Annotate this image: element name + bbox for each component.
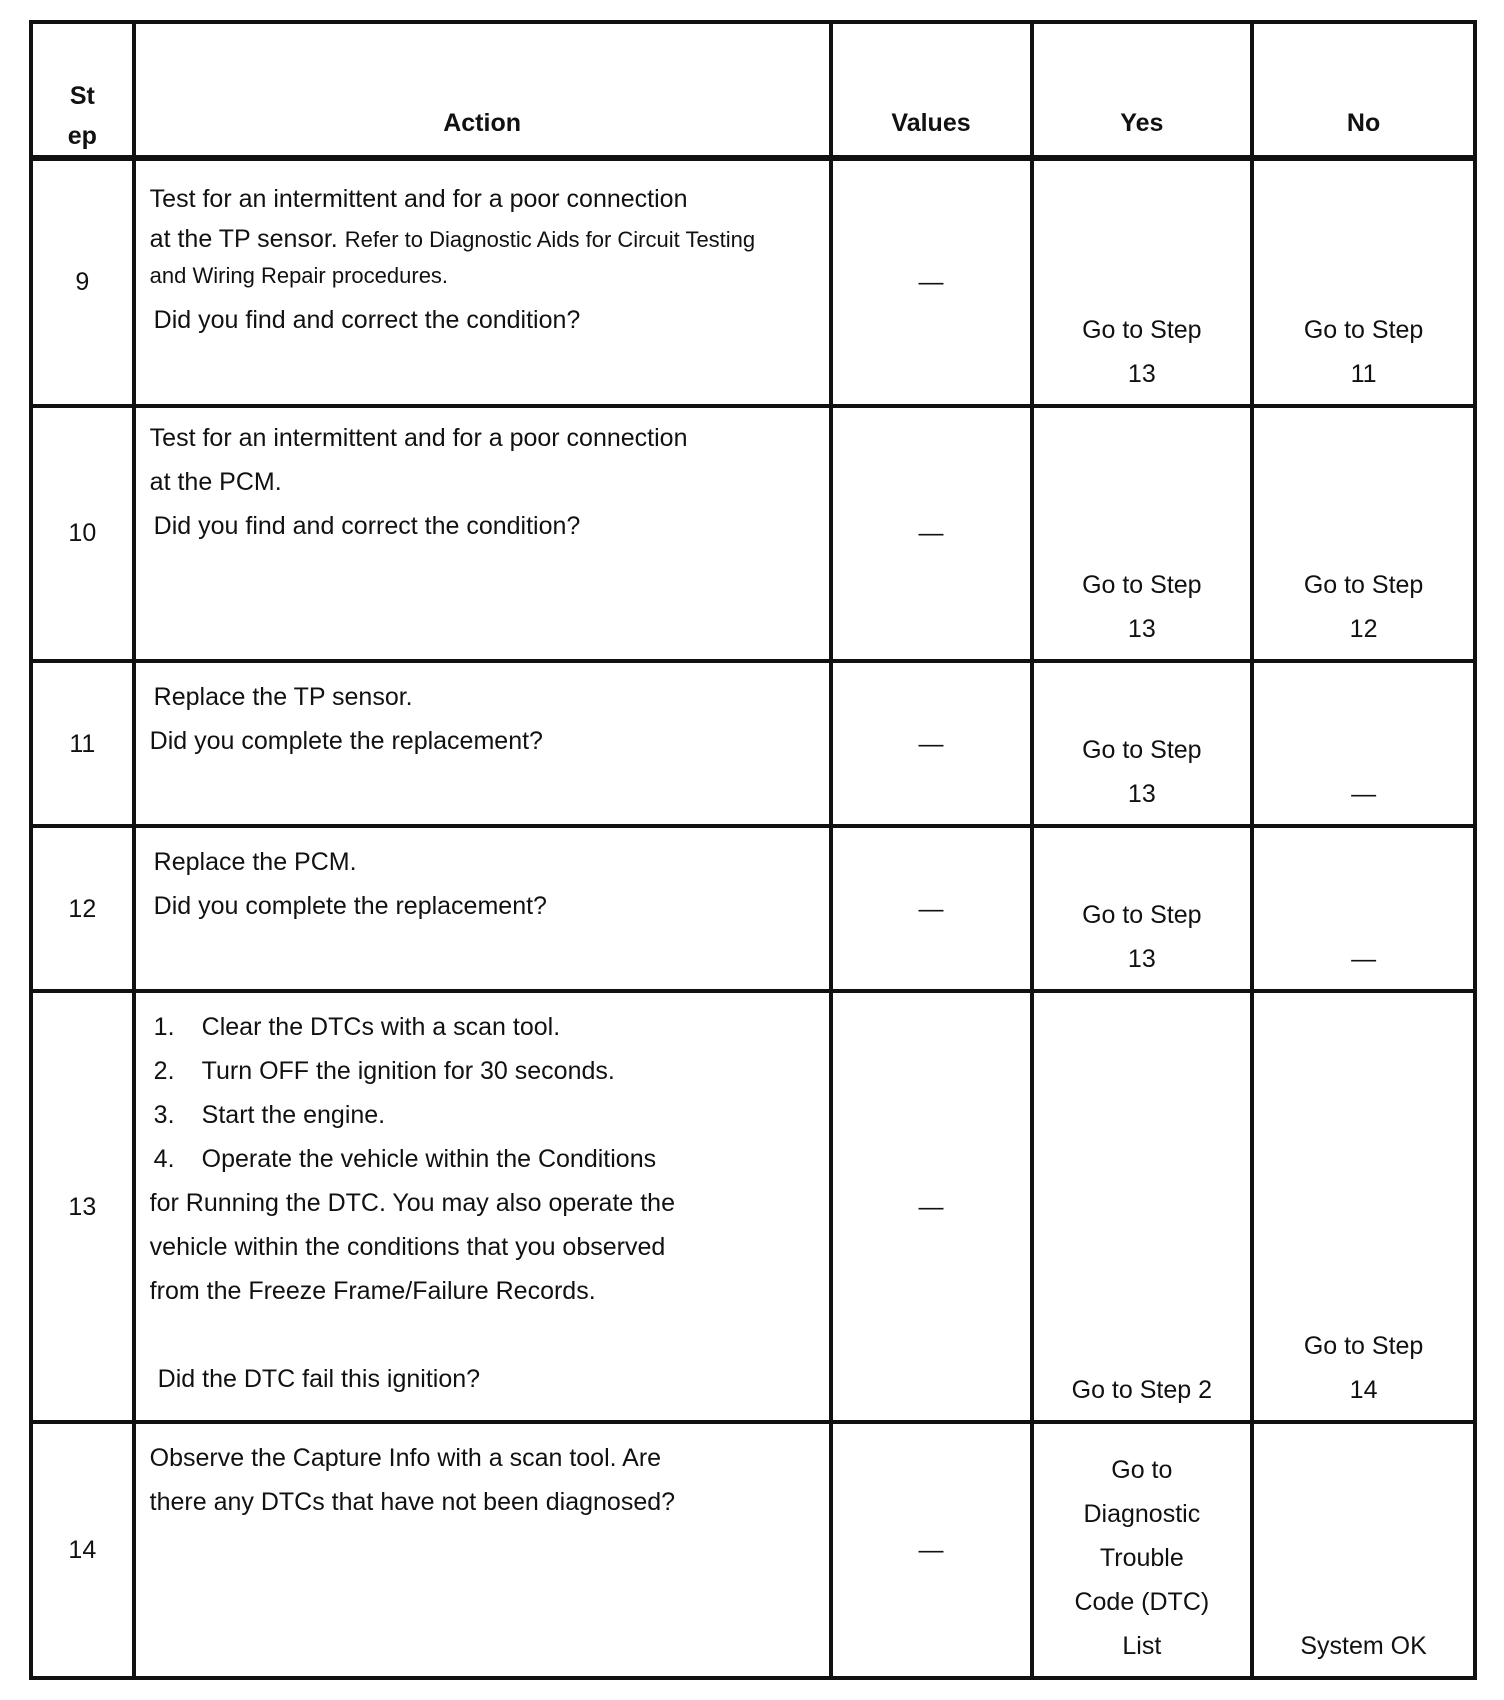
- values-cell: [831, 991, 1032, 1422]
- table-row: [31, 158, 1475, 406]
- header-step-line1: St: [69, 82, 95, 110]
- yes-cell: [1032, 158, 1253, 406]
- header-action: Action: [134, 22, 831, 158]
- table-row: [31, 661, 1475, 826]
- question-text: Did you find and correct the condition?: [153, 306, 581, 334]
- action-cell: [134, 158, 831, 406]
- go-to-step-link[interactable]: Go to Step: [1303, 1332, 1424, 1361]
- step-number: 13: [1127, 359, 1156, 388]
- yes-text: Code (DTC): [1074, 1588, 1210, 1616]
- action-text: Replace the TP sensor.: [153, 683, 413, 712]
- list-item: 3. Start the engine.: [153, 1101, 386, 1130]
- no-cell: [1252, 661, 1475, 826]
- procedure-list: [150, 1005, 819, 1181]
- list-item: 2. Turn OFF the ignition for 30 seconds.: [153, 1057, 615, 1086]
- action-text: from the Freeze Frame/Failure Records.: [149, 1277, 596, 1306]
- header-step-line2: ep: [67, 122, 97, 150]
- go-to-step-link[interactable]: Go to Step: [1303, 315, 1424, 344]
- step-cell: 13: [31, 991, 134, 1422]
- go-to-step-link[interactable]: Go to Step: [1303, 571, 1424, 600]
- values-cell: [831, 1422, 1032, 1678]
- action-cell: [134, 991, 831, 1422]
- yes-cell: [1032, 991, 1253, 1422]
- step-cell: 12: [31, 826, 134, 991]
- table-row: [31, 1422, 1475, 1678]
- system-ok-text: System OK: [1300, 1632, 1427, 1660]
- no-cell: [1252, 1422, 1475, 1678]
- go-to-step-link[interactable]: Go to Step 2: [1071, 1376, 1213, 1405]
- action-text: Replace the PCM.: [153, 848, 357, 877]
- step-cell: 9: [31, 158, 134, 406]
- table-row: [31, 406, 1475, 662]
- action-text: vehicle within the conditions that you observed: [149, 1233, 666, 1262]
- dash: —: [918, 519, 944, 548]
- dash: —: [918, 1536, 944, 1565]
- table-row: [31, 826, 1475, 991]
- header-row: [31, 22, 1475, 158]
- dash: —: [918, 729, 944, 758]
- action-text: at the TP sensor.: [149, 225, 338, 253]
- diagnostic-table: [29, 20, 1477, 1680]
- step-number: 14: [1349, 1376, 1378, 1405]
- dtc-list-link[interactable]: [1034, 1448, 1251, 1668]
- action-text: Observe the Capture Info with a scan tool. Are: [149, 1444, 662, 1473]
- yes-cell: [1032, 406, 1253, 662]
- header-step: [31, 22, 134, 158]
- action-text: there any DTCs that have not been diagnosed?: [149, 1488, 676, 1517]
- yes-text: Diagnostic: [1083, 1500, 1201, 1528]
- action-cell: [134, 406, 831, 662]
- step-number: 13: [1127, 615, 1156, 644]
- list-item: 4. Operate the vehicle within the Conditions: [153, 1145, 657, 1174]
- yes-cell: [1032, 1422, 1253, 1678]
- action-text: Refer to Diagnostic Aids for Circuit Testing: [344, 227, 756, 252]
- yes-cell: [1032, 826, 1253, 991]
- yes-text: Trouble: [1099, 1544, 1184, 1572]
- table-row: [31, 991, 1475, 1422]
- step-cell: 11: [31, 661, 134, 826]
- question-text: Did you find and correct the condition?: [153, 511, 581, 540]
- values-cell: [831, 826, 1032, 991]
- dash: —: [1351, 945, 1377, 974]
- header-values: Values: [831, 22, 1032, 158]
- action-cell: [134, 1422, 831, 1678]
- go-to-step-link[interactable]: Go to Step: [1082, 901, 1202, 930]
- action-text: Test for an intermittent and for a poor connection: [149, 423, 688, 452]
- action-cell: [134, 661, 831, 826]
- dash: —: [918, 894, 944, 923]
- step-cell: 14: [31, 1422, 134, 1678]
- action-text: and Wiring Repair procedures.: [149, 263, 449, 288]
- question-text: Did you complete the replacement?: [153, 892, 547, 921]
- header-no: No: [1252, 22, 1475, 158]
- header-yes: Yes: [1032, 22, 1253, 158]
- step-number: 13: [1127, 780, 1156, 809]
- no-cell: [1252, 826, 1475, 991]
- dash: —: [918, 1192, 944, 1221]
- yes-cell: [1032, 661, 1253, 826]
- no-cell: [1252, 158, 1475, 406]
- step-number: 11: [1350, 359, 1377, 388]
- values-cell: [831, 158, 1032, 406]
- step-number: 12: [1349, 615, 1378, 644]
- go-to-step-link[interactable]: Go to Step: [1082, 571, 1202, 600]
- step-cell: 10: [31, 406, 134, 662]
- action-cell: [134, 826, 831, 991]
- question-text: Did the DTC fail this ignition?: [157, 1365, 481, 1394]
- dash: —: [918, 268, 944, 297]
- dash: —: [1351, 780, 1377, 809]
- go-to-step-link[interactable]: Go to Step: [1082, 736, 1202, 765]
- no-cell: [1252, 991, 1475, 1422]
- action-text: at the PCM.: [149, 467, 282, 496]
- yes-text: Go to: [1111, 1456, 1173, 1484]
- question-text: Did you complete the replacement?: [149, 727, 543, 756]
- go-to-step-link[interactable]: Go to Step: [1082, 315, 1202, 344]
- no-cell: [1252, 406, 1475, 662]
- action-text: Test for an intermittent and for a poor connection: [149, 185, 688, 213]
- action-text: for Running the DTC. You may also operate the: [149, 1189, 675, 1218]
- list-item: 1. Clear the DTCs with a scan tool.: [153, 1013, 561, 1042]
- values-cell: [831, 661, 1032, 826]
- values-cell: [831, 406, 1032, 662]
- step-number: 13: [1127, 945, 1156, 974]
- yes-text: List: [1122, 1632, 1162, 1660]
